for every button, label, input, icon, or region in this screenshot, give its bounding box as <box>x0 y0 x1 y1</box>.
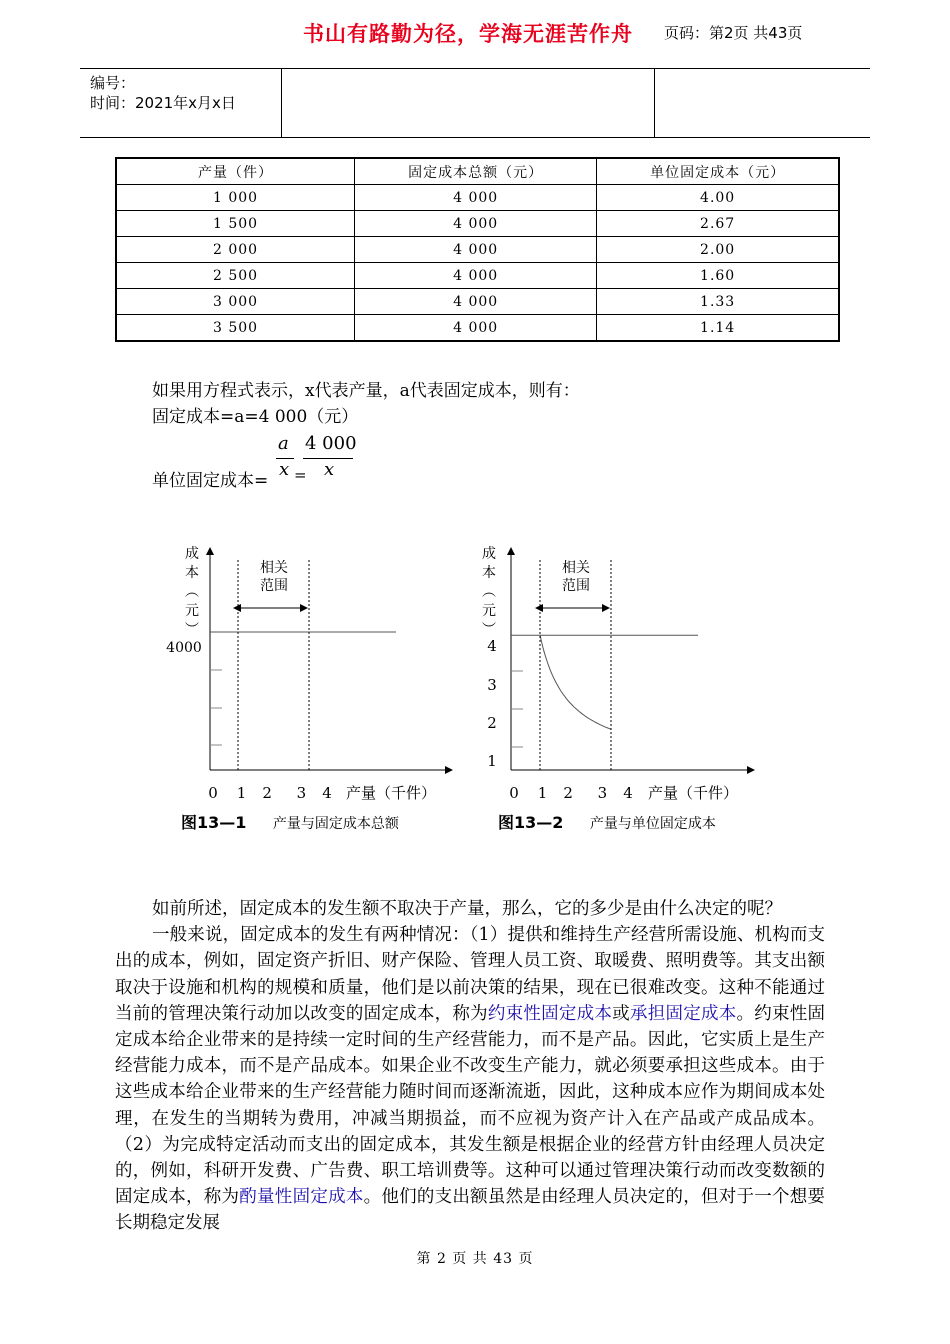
chart-series-group <box>511 635 698 729</box>
y-axis-label-char: 本 <box>185 565 199 581</box>
table-cell: 1.60 <box>597 263 839 289</box>
x-tick-label: 3 <box>296 784 307 802</box>
paragraph <box>115 922 825 1236</box>
paragraph-text: 一般来说，固定成本的发生有两种情况：（1）提供和维持生产经营所需设施、机构而支出的成本，例如，固定资产折旧、财产保险、管理人员工资、取暖费、照明费等。其支出额取决于设施和机构的规模和质量，他们是以前决策的结果，现在已很难改变。这种不能通过当前的管理决策行动加以改变的固定成本，称为 <box>115 925 825 1024</box>
header-motto: 书山有路勤为径，学海无涯苦作舟 <box>303 22 633 46</box>
formula-numerator-value: 4 000 <box>305 433 357 454</box>
cost-table <box>115 157 840 342</box>
unit-fixed-cost-curve <box>540 635 611 729</box>
formula-fixed-cost: 固定成本=a=4 000（元） <box>152 407 359 427</box>
figure-caption-1 <box>181 810 399 833</box>
figure-title: 产量与固定成本总额 <box>272 816 399 832</box>
table-cell: 2.00 <box>597 237 839 263</box>
paragraph-text: 或 <box>612 1003 630 1024</box>
table-row <box>116 185 839 211</box>
y-axis-label-char: 元 <box>482 603 496 619</box>
table-row <box>116 289 839 315</box>
figure-title: 产量与单位固定成本 <box>589 816 716 832</box>
table-cell: 4 000 <box>355 289 597 315</box>
x-tick-label: 4 <box>322 784 332 802</box>
table-header-cell: 固定成本总额（元） <box>355 158 597 185</box>
table-cell: 4 000 <box>355 315 597 342</box>
y-tick-label: 4000 <box>166 640 202 656</box>
table-cell: 1.33 <box>597 289 839 315</box>
table-cell: 3 500 <box>116 315 355 342</box>
y-axis-label-char: 本 <box>482 565 496 581</box>
table-header-cell: 产量（件） <box>116 158 355 185</box>
header-divider <box>654 69 655 137</box>
table-cell: 4 000 <box>355 237 597 263</box>
formula-denominator-x2: x <box>324 459 335 480</box>
y-axis-label-char: 元 <box>185 603 199 619</box>
paragraph: 如前所述，固定成本的发生额不取决于产量，那么，它的多少是由什么决定的呢？ <box>152 899 782 919</box>
figure-number: 图13—1 <box>181 813 247 832</box>
body-text <box>115 896 825 1237</box>
table-cell: 4 000 <box>355 185 597 211</box>
x-axis-label: 产量（千件） <box>346 784 437 802</box>
chart-1 <box>166 545 452 802</box>
x-tick-label: 1 <box>537 784 548 802</box>
table-header-cell: 单位固定成本（元） <box>597 158 839 185</box>
x-tick-label: 2 <box>563 784 573 802</box>
y-axis-label-char: 成 <box>482 546 496 562</box>
y-axis-label-char: ︵ <box>482 584 496 600</box>
header-number: 编号： <box>90 74 136 92</box>
table-cell: 1 500 <box>116 211 355 237</box>
y-tick-label: 4 <box>487 637 497 655</box>
header-meta <box>90 73 236 113</box>
y-axis-label <box>185 545 199 638</box>
y-tick-label: 3 <box>487 676 497 694</box>
y-tick-labels <box>487 637 497 770</box>
table-cell: 1.14 <box>597 315 839 342</box>
x-tick-label: 4 <box>623 784 633 802</box>
x-tick-label: 0 <box>509 784 519 802</box>
term-link-discretionary-fixed-cost[interactable]: 酌量性固定成本 <box>239 1187 364 1208</box>
y-tick-label: 2 <box>487 714 497 732</box>
paragraph-text: 。他们的支出额虽然是由经理人员决定的，但对于一个想要长期稳定发展 <box>115 1187 826 1234</box>
table-cell: 3 000 <box>116 289 355 315</box>
y-axis-label-char: ︶ <box>185 622 199 638</box>
table-cell: 4 000 <box>355 263 597 289</box>
table-cell: 2 500 <box>116 263 355 289</box>
x-tick-labels <box>208 784 332 802</box>
header-divider <box>281 69 282 137</box>
x-tick-label: 0 <box>208 784 218 802</box>
chart-2 <box>482 545 754 802</box>
range-label-1: 相关 <box>562 560 590 576</box>
table-cell: 4.00 <box>597 185 839 211</box>
y-tick-label: 1 <box>487 752 497 770</box>
y-axis-label <box>482 545 496 638</box>
table-cell: 4 000 <box>355 211 597 237</box>
y-axis-label-char: ︶ <box>482 622 496 638</box>
table-row <box>116 211 839 237</box>
x-axis-label: 产量（千件） <box>648 784 739 802</box>
formula-intro: 如果用方程式表示，x代表产量，a代表固定成本，则有： <box>152 381 580 401</box>
term-link-committed-fixed-cost[interactable]: 承担固定成本 <box>629 1003 737 1024</box>
term-link-constrained-fixed-cost[interactable]: 约束性固定成本 <box>487 1003 613 1024</box>
table-row <box>116 315 839 342</box>
range-label-2: 范围 <box>260 578 288 594</box>
table-cell: 2.67 <box>597 211 839 237</box>
table-header-row <box>116 158 839 185</box>
figure-number: 图13—2 <box>498 813 564 832</box>
formula-unit-label: 单位固定成本= <box>152 471 269 491</box>
x-tick-labels <box>509 784 633 802</box>
header-page-number: 页码：第2页 共43页 <box>664 24 803 42</box>
table-cell: 2 000 <box>116 237 355 263</box>
paragraph-text: 。约束性固定成本给企业带来的是持续一定时间的生产经营能力，而不是产品。因此，它实质上是生产经营能力成本，而不是产品成本。如果企业不改变生产能力，就必须要承担这些成本。由于这些成本给企业带来的生产经营能力随时间而逐渐流逝，因此，这种成本应作为期间成本处理，在发生的当期转为费用，冲减当期损益，而不应视为资产计入在产品或产成品成本。（2）为完成特定活动而支出的固定成本，其发生额是根据企业的经营方针由经理人员决定的，例如，科研开发费、广告费、职工培训费等。这种可以通过管理决策行动而改变数额的固定成本，称为 <box>115 1003 826 1208</box>
formula-equals: = <box>294 466 307 484</box>
y-axis-label-char: 成 <box>185 546 199 562</box>
y-axis-label-char: ︵ <box>185 584 199 600</box>
x-tick-label: 2 <box>262 784 272 802</box>
range-label-1: 相关 <box>260 560 288 576</box>
range-label-2: 范围 <box>562 578 590 594</box>
figure-caption-2 <box>498 810 716 833</box>
table-row <box>116 237 839 263</box>
charts-svg <box>0 530 950 840</box>
page-footer: 第 2 页 共 43 页 <box>416 1251 534 1267</box>
table-row <box>116 263 839 289</box>
formula-numerator-a: a <box>278 433 289 454</box>
table-cell: 1 000 <box>116 185 355 211</box>
page-header <box>80 68 870 138</box>
x-tick-label: 3 <box>597 784 608 802</box>
header-date: 时间：2021年x月x日 <box>90 94 236 112</box>
x-tick-label: 1 <box>236 784 247 802</box>
formula-denominator-x: x <box>279 459 290 480</box>
